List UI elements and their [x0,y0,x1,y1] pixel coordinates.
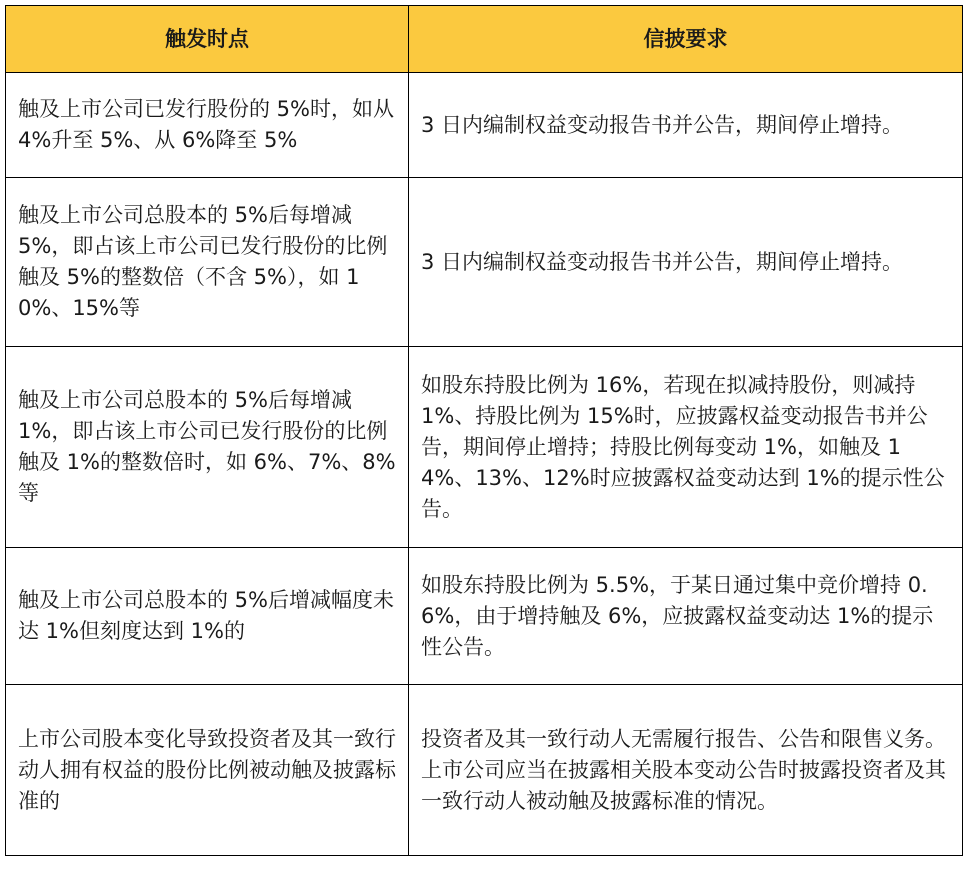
trigger-cell: 触及上市公司总股本的 5%后每增减 1%，即占该上市公司已发行股份的比例触及 1%的整数倍时，如 6%、7%、8%等 [6,347,409,548]
table-body [6,73,963,856]
header-trigger-time: 触发时点 [6,6,409,73]
trigger-cell: 触及上市公司总股本的 5%后每增减 5%，即占该上市公司已发行股份的比例触及 5%的整数倍（不含 5%），如 10%、15%等 [6,178,409,347]
header-disclosure-requirement: 信披要求 [409,6,963,73]
trigger-cell: 上市公司股本变化导致投资者及其一致行动人拥有权益的股份比例被动触及披露标准的 [6,685,409,856]
requirement-cell: 投资者及其一致行动人无需履行报告、公告和限售义务。上市公司应当在披露相关股本变动公告时披露投资者及其一致行动人被动触及披露标准的情况。 [409,685,963,856]
table-header [6,6,963,73]
requirement-cell: 如股东持股比例为 5.5%，于某日通过集中竞价增持 0.6%，由于增持触及 6%，应披露权益变动达 1%的提示性公告。 [409,548,963,685]
table-row [6,347,963,548]
requirement-cell: 3 日内编制权益变动报告书并公告，期间停止增持。 [409,178,963,347]
requirement-cell: 3 日内编制权益变动报告书并公告，期间停止增持。 [409,73,963,178]
table-row [6,73,963,178]
table-row [6,548,963,685]
table-row [6,178,963,347]
trigger-cell: 触及上市公司已发行股份的 5%时，如从 4%升至 5%、从 6%降至 5% [6,73,409,178]
requirement-cell: 如股东持股比例为 16%，若现在拟减持股份，则减持 1%、持股比例为 15%时，应披露权益变动报告书并公告，期间停止增持；持股比例每变动 1%，如触及 14%、13%、12%时应披露权益变动达到 1%的提示性公告。 [409,347,963,548]
table-row [6,685,963,856]
trigger-cell: 触及上市公司总股本的 5%后增减幅度未达 1%但刻度达到 1%的 [6,548,409,685]
disclosure-rules-table [5,5,963,856]
header-row [6,6,963,73]
